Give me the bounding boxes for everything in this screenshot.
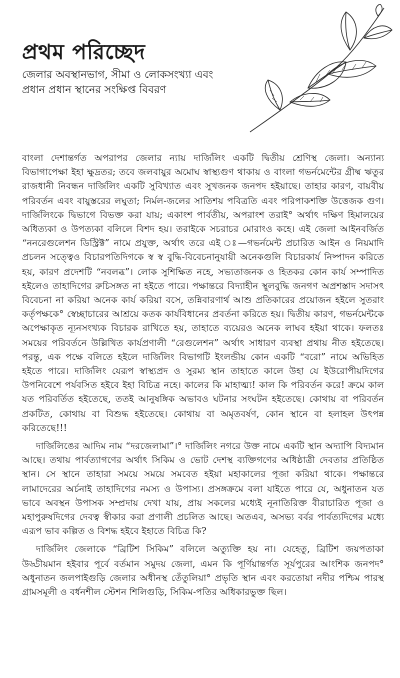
tea-branch-illustration bbox=[246, 4, 394, 134]
chapter-title: প্রথম পরিচ্ছেদ bbox=[22, 39, 146, 64]
chapter-subtitle bbox=[22, 68, 254, 98]
body-paragraph: বাংলা দেশান্তর্গত অপরাপর জেলার ন্যায় দার্জিলিং একটি দ্বিতীয় শ্রেণিস্থ জেলা। অন্যান্য বিভাগাপেক্ষা ইহা ক্ষুদ্রতর; তবে জলবায়ুর অমোঘ স্বাস্থ্যগুণ থাকায় ও বাংলা গভর্নমেন্টের গ্রীষ্ম ঋতুর রাজধানী নিবন্ধন দার্জিলিং একটি সুবিখ্যাত এবং সুখজনক জনপদ হইয়াছে। তাহার কারণ, বায়বীয় পরিবর্তন এবং বায়ুস্তরের লঘুতা; নির্মল-জলের সাতিশয় পবিত্রতি এবং পরিপাকশক্তি উত্তেজক গুণ। দার্জিলিংকে দ্বিভাগে বিভক্ত করা যায়; একাংশ পার্বতীয়, অপরাংশ তরাই° অর্থাৎ দক্ষিণ হিমালয়ের অধিত্যকা ও উপত্যকা বলিলে বিশদ হয়। তরাইকে সচরাচর মোরাংও কহে। এই জেলা আইনবর্জিত “ননরেগুলেশন ডিস্ট্রিক্ট” নামে প্রযুক্ত, অর্থাৎ তরে এই ঃ—গভর্নমেন্ট প্রচারিত আইন ও নিয়মাদি প্রচলন সত্ত্বেও বিচারপতিদিগকে স্ব স্ব বুদ্ধি-বিবেচনানুযায়ী অনেকগুলি বিচারকার্য নিষ্পাদন করিতে হয়, কারণ প্রদেশটি “নবলব্ধ”। লোক সুশিক্ষিত নহে, সভ্যতাজনক ও হিতকর কোন কার্য সম্পাদিত হইলেও তাহাদিগের রুচিসঙ্গত না হইতে পারে। পক্ষান্তরে বিদ্যাহীন স্থূলবুদ্ধি জনগণ অপ্রশস্তাদ সদাসৎ বিবেচনা না করিয়া অনেক কার্য করিয়া বসে, তন্নিবারণার্থ আশু প্রতিকারের প্রয়োজন হইলে সুতরাং কর্তৃপক্ষকে° স্বেচ্ছাচারের আশ্রয়ে কতক কার্যবিধানের প্রবর্তনা করিতে হয়। দ্বিতীয় কারণ, গভর্নমেন্টকে অপেক্ষাকৃত ন্যূনসংখ্যক বিচারক রাখিতে হয়, তাহাতে ব্যয়েরও অনেক লাঘব হইয়া থাকে। ফলতঃ সময়ের পরিবর্তনে উল্লিখিত কার্যপ্রণালী “রেগুলেশন” অর্থাৎ সাধারণ ব্যবস্থা প্রথায় নীত হইতেছে। পরন্তু, এক পক্ষে বলিতে হইলে দার্জিলিং বিভাগটি ইংলন্ডীয় কোন একটি “বরো” নামে অভিহিত হইতে পারে। দার্জিলিং যেরূপ স্বাস্থ্যপ্রদ ও সুরম্য স্থান তাহাতে কালে উহা যে ইউরোপীয়দিগের উপনিবেশে পর্যবসিত হইবে ইহা বিচিত্র নহে। কালের কি মাহাত্ম্য! কাল কি পরিবর্তন করে! ক্রমে কাল যত পরিবর্তিত হইতেছে, ততই আনুষঙ্গিক অভাবও ঘটনার সংঘটন হইতেছে। কোথায় বা পরিবর্তন প্রকটিত, কোথায় বা বিশুদ্ধ হইতেছে। কোথায় বা অমৃতবর্ষণ, কোন স্থানে বা হলাহল উৎপন্ন করিতেছে!!! bbox=[22, 153, 384, 434]
subtitle-line: প্রধান প্রধান স্থানের সংক্ষিপ্ত বিবরণ bbox=[22, 84, 167, 96]
body-paragraph: দার্জিলিং জেলাকে “ব্রিটিশ সিকিম” বলিলে অত্যুক্তি হয় না। যেহেতু, ব্রিটিশ জয়পতাকা উড্ডীয়মান হইবার পূর্বে বর্তমান সমুদয় জেলা, এমন কি পূর্ণিয়ান্তর্গত সূর্যপুরের আংশিক জনপদ° অধুনাতন জলপাইগুড়ি জেলার অধীনস্থ তেঁতুলিয়া° প্রভৃতি স্থান এবং করতোয়া নদীর পশ্চিম পারস্থ গ্রামসমূলী ও বর্ধনশীল স্টেশন শিলিগুড়ি, সিকিম-পতির অধিকারভুক্ত ছিল। bbox=[22, 544, 384, 599]
subtitle-line: জেলার অবস্থানভাগ, সীমা ও লোকসংখ্যা এবং bbox=[22, 69, 214, 81]
body-paragraph: দার্জিলিঙের আদিম নাম “দরজেলামা”।° দার্জিলিং নগরে উক্ত নামে একটি স্থান অদ্যাপি বিদ্যমান আছে। তথায় পার্বত্যাগণের অর্থাৎ সিকিম ও ভোট দেশস্থ ব্যক্তিগণের অধিষ্ঠাত্রী দেবতার প্রতিষ্ঠিত স্থান। সে স্থানে তাহারা সময়ে সময়ে সমবেত হইয়া মহাকালের পূজা করিয়া থাকে। পক্ষান্তরে লামাদেরের অর্চনাই তাহাদিগের নমস্য ও উপাস্য। প্রসঙ্গক্রমে বলা যাইতে পারে যে, অধুনাতন যত ভাবে অবস্থন উপাসক সম্প্রদায় দেখা যায়, প্রায় সকলের মধ্যেই নূনাতিরিক্ত বীরাচারিত পূজা ও মহাপুরুষদিগের দেবত্ব স্বীকার করা প্রণালী প্রচলিত আছে। অতএব, অসভ্য বর্বর পার্বত্যদিগের মধ্যে এরূপ ভাব কল্পিত ও বিশদ্ধ হইবে ইহাতে বিচিত্র কি? bbox=[22, 441, 384, 538]
chapter-body bbox=[22, 152, 384, 604]
